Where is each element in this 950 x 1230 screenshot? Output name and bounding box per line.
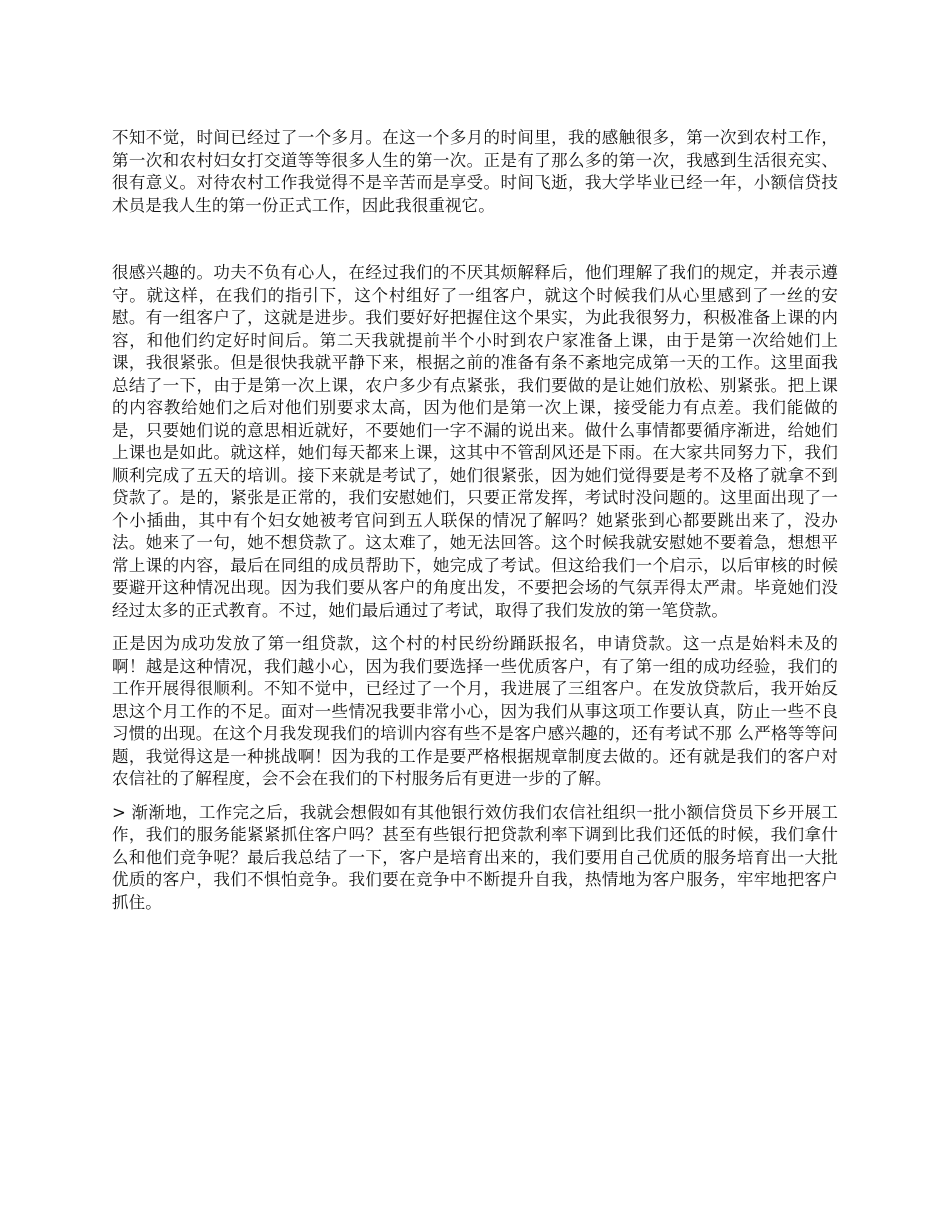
paragraph-competition: > 渐渐地，工作完之后，我就会想假如有其他银行效仿我们农信社组织一批小额信贷员下乡开展工作，我们的服务能紧紧抓住客户吗？甚至有些银行把贷款利率下调到比我们还低的时候，我们拿什么和他们竞争呢？最后我总结了一下，客户是培育出来的，我们要用自己优质的服务培育出一大批优质的客户，我们不惧怕竞争。我们要在竞争中不断提升自我，热情地为客户服务，牢牢地把客户抓住。 — [112, 802, 838, 912]
paragraph-training: 很感兴趣的。功夫不负有心人，在经过我们的不厌其烦解释后，他们理解了我们的规定，并表示遵守。就这样，在我们的指引下，这个村组好了一组客户，就这个时候我们从心里感到了一丝的安慰。有一组客户了，这就是进步。我们要好好把握住这个果实，为此我很努力，积极准备上课的内容，和他们约定好时间后。第二天我就提前半个小时到农户家准备上课，由于是第一次给她们上课，我很紧张。但是很快我就平静下来，根据之前的准备有条不紊地完成第一天的工作。这里面我总结了一下，由于是第一次上课，农户多少有点紧张，我们要做的是让她们放松、别紧张。把上课的内容教给她们之后对他们别要求太高，因为他们是第一次上课，接受能力有点差。我们能做的是，只要她们说的意思相近就好，不要她们一字不漏的说出来。做什么事情都要循序渐进，给她们上课也是如此。就这样，她们每天都来上课，这其中不管刮风还是下雨。在大家共同努力下，我们顺利完成了五天的培训。接下来就是考试了，她们很紧张，因为她们觉得要是考不及格了就拿不到贷款了。是的，紧张是正常的，我们安慰她们，只要正常发挥，考试时没问题的。这里面出现了一个小插曲，其中有个妇女她被考官问到五人联保的情况了解吗？她紧张到心都要跳出来了，没办法。她来了一句，她不想贷款了。这太难了，她无法回答。这个时候我就安慰她不要着急，想想平常上课的内容，最后在同组的成员帮助下，她完成了考试。但这给我们一个启示，以后审核的时候要避开这种情况出现。因为我们要从客户的角度出发，不要把会场的气氛弄得太严肃。毕竟她们没经过太多的正式教育。不过，她们最后通过了考试，取得了我们发放的第一笔贷款。 — [112, 263, 838, 620]
paragraph-intro: 不知不觉，时间已经过了一个多月。在这一个多月的时间里，我的感触很多，第一次到农村工作，第一次和农村妇女打交道等等很多人生的第一次。正是有了那么多的第一次，我感到生活很充实、很有意义。对待农村工作我觉得不是辛苦而是享受。时间飞逝，我大学毕业已经一年，小额信贷技术员是我人生的第一份正式工作，因此我很重视它。 — [112, 128, 838, 215]
paragraph-reflection: 正是因为成功发放了第一组贷款，这个村的村民纷纷踊跃报名，申请贷款。这一点是始料未及的啊！越是这种情况，我们越小心，因为我们要选择一些优质客户，有了第一组的成功经验，我们的工作开展得很顺利。不知不觉中，已经过了一个月，我进展了三组客户。在发放贷款后，我开始反思这个月工作的不足。面对一些情况我要非常小心，因为我们从事这项工作要认真，防止一些不良习惯的出现。在这个月我发现我们的培训内容有些不是客户感兴趣的，还有考试不那 么严格等等问题，我觉得这是一种挑战啊！因为我的工作是要严格根据规章制度去做的。还有就是我们的客户对农信社的了解程度，会不会在我们的下村服务后有更进一步的了解。 — [112, 634, 838, 788]
document-body — [112, 127, 838, 914]
